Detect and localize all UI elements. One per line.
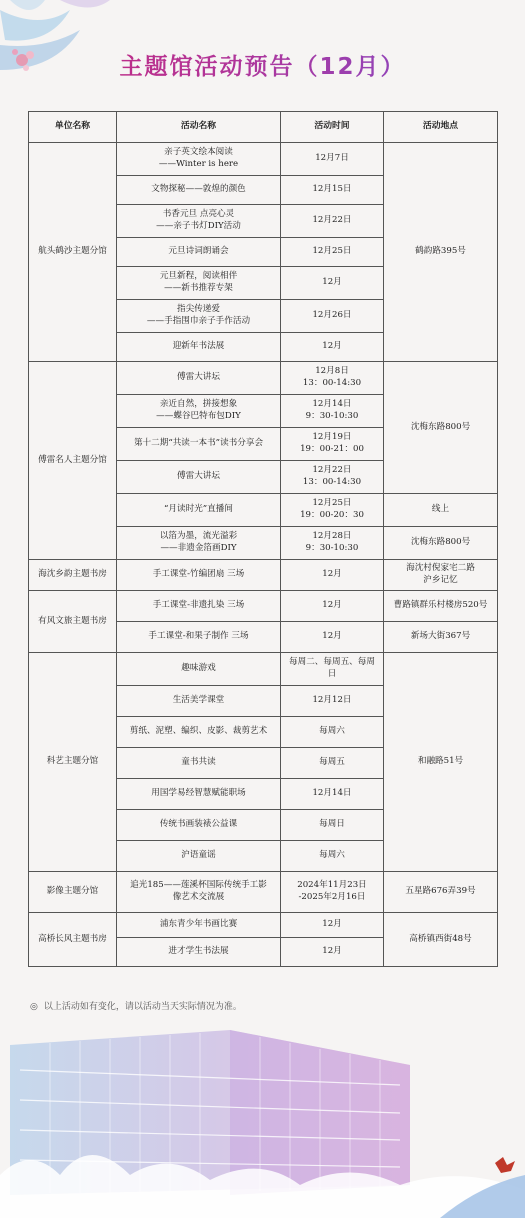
- activity-line: 元旦诗词朗诵会: [168, 246, 229, 257]
- time-cell: [281, 913, 384, 938]
- time-line: 日: [327, 669, 337, 679]
- time-line: 12月: [322, 946, 342, 957]
- time-cell: [281, 560, 384, 591]
- activity-cell: [117, 748, 281, 779]
- activity-cell: [117, 428, 281, 461]
- activity-cell: [117, 238, 281, 267]
- time-line: 12月15日: [312, 184, 352, 195]
- header-time: 活动时间: [281, 112, 384, 143]
- activity-line: ——蝶谷巴特布包DIY: [156, 411, 241, 421]
- activity-line: ——Winter is here: [158, 159, 239, 169]
- time-cell: [281, 395, 384, 428]
- time-line: 12月14日: [312, 788, 352, 799]
- time-line: 9：30-10:30: [305, 543, 359, 553]
- place-cell: 和融路51号: [384, 653, 498, 872]
- time-cell: [281, 428, 384, 461]
- place-cell: 鹤韵路395号: [384, 143, 498, 362]
- activity-cell: [117, 622, 281, 653]
- table-row: [29, 143, 498, 176]
- activity-cell: [117, 300, 281, 333]
- time-cell: [281, 717, 384, 748]
- activity-line: 像艺术交流展: [172, 892, 225, 902]
- time-line: 12月22日: [312, 215, 352, 226]
- activity-line: 趣味游戏: [181, 663, 216, 674]
- time-cell: [281, 591, 384, 622]
- activity-line: 童书共读: [181, 757, 216, 768]
- time-line: 12月22日: [312, 465, 352, 476]
- footnote-text: 以上活动如有变化，请以活动当天实际情况为准。: [43, 1002, 242, 1012]
- time-cell: [281, 527, 384, 560]
- place-cell: 海沈村倪家宅二路 沪乡记忆: [384, 560, 498, 591]
- activity-line: 手工课堂-非遗扎染 三场: [152, 600, 245, 611]
- time-cell: [281, 267, 384, 300]
- place-cell: 沈梅东路800号: [384, 362, 498, 494]
- activity-cell: [117, 205, 281, 238]
- time-line: 12月26日: [312, 310, 352, 321]
- activity-line: 浦东青少年书画比赛: [159, 919, 238, 930]
- time-line: 每周六: [319, 850, 345, 861]
- activity-cell: [117, 461, 281, 494]
- time-cell: [281, 176, 384, 205]
- time-cell: [281, 494, 384, 527]
- activity-cell: [117, 913, 281, 938]
- unit-cell: 科艺主题分馆: [29, 653, 117, 872]
- table-header-row: [29, 112, 498, 143]
- activity-line: 以箔为墨，流光溢彩: [159, 531, 238, 542]
- activity-cell: [117, 176, 281, 205]
- header-activity: 活动名称: [117, 112, 281, 143]
- time-line: 19：00-21：00: [300, 444, 364, 454]
- time-line: 每周二、每周五、每周: [289, 657, 375, 668]
- time-line: 9：30-10:30: [305, 411, 359, 421]
- unit-cell: 航头鹤沙主题分馆: [29, 143, 117, 362]
- library-building-illustration: [0, 1025, 525, 1218]
- table-row: [29, 913, 498, 938]
- unit-cell: 傅雷名人主题分馆: [29, 362, 117, 560]
- activity-line: 进才学生书法展: [168, 946, 229, 957]
- time-line: 每周日: [319, 819, 345, 830]
- time-line: 12月14日: [312, 399, 352, 410]
- page-title: 主题馆活动预告（12月）: [0, 48, 525, 81]
- time-line: 12月: [322, 600, 342, 611]
- place-cell: 高桥镇西街48号: [384, 913, 498, 967]
- activity-cell: [117, 560, 281, 591]
- time-line: -2025年2月16日: [298, 892, 366, 902]
- activity-line: 迎新年书法展: [172, 341, 225, 352]
- time-line: 2024年11月23日: [297, 880, 367, 891]
- activity-line: 傅雷大讲坛: [177, 372, 220, 383]
- place-cell: 五星路676弄39号: [384, 872, 498, 913]
- activity-line: 书香元旦 点亮心灵: [162, 209, 235, 220]
- activity-line: 傅雷大讲坛: [177, 471, 220, 482]
- time-cell: [281, 748, 384, 779]
- activity-schedule-table: [28, 111, 498, 967]
- time-line: 12月: [322, 919, 342, 930]
- place-cell: 沈梅东路800号: [384, 527, 498, 560]
- table-row: [29, 362, 498, 395]
- activity-cell: [117, 494, 281, 527]
- time-cell: [281, 143, 384, 176]
- activity-line: 传统书画装裱公益课: [159, 819, 238, 830]
- activity-line: 追光185——莲溪杯国际传统手工影: [130, 880, 267, 891]
- time-cell: [281, 461, 384, 494]
- time-cell: [281, 653, 384, 686]
- time-line: 每周五: [319, 757, 345, 768]
- activity-cell: [117, 267, 281, 300]
- time-cell: [281, 300, 384, 333]
- activity-cell: [117, 717, 281, 748]
- unit-cell: 影像主题分馆: [29, 872, 117, 913]
- activity-line: ——手指围巾亲子手作活动: [146, 316, 251, 326]
- time-cell: [281, 686, 384, 717]
- activity-cell: [117, 362, 281, 395]
- time-cell: [281, 333, 384, 362]
- place-cell: 曹路镇群乐村楼房520号: [384, 591, 498, 622]
- activity-cell: [117, 872, 281, 913]
- place-cell: 新场大街367号: [384, 622, 498, 653]
- activity-cell: [117, 653, 281, 686]
- place-cell: 线上: [384, 494, 498, 527]
- time-line: 12月28日: [312, 531, 352, 542]
- time-cell: [281, 841, 384, 872]
- activity-cell: [117, 841, 281, 872]
- time-cell: [281, 779, 384, 810]
- activity-line: 用国学易经智慧赋能职场: [151, 788, 246, 799]
- activity-line: ——亲子书灯DIY活动: [156, 221, 241, 231]
- time-cell: [281, 938, 384, 967]
- time-line: 13：00-14:30: [302, 477, 362, 487]
- time-line: 12月8日: [315, 366, 349, 377]
- activity-line: ——新书推荐专架: [164, 283, 233, 293]
- table-row: [29, 591, 498, 622]
- time-line: 12月: [322, 631, 342, 642]
- footnote: [30, 999, 242, 1012]
- time-cell: [281, 810, 384, 841]
- time-cell: [281, 622, 384, 653]
- activity-line: 第十二期“共读一本书”读书分享会: [133, 438, 264, 449]
- activity-line: 文物探秘——敦煌的颜色: [151, 184, 246, 195]
- time-line: 每周六: [319, 726, 345, 737]
- activity-cell: [117, 395, 281, 428]
- activity-line: 剪纸、泥塑、编织、皮影、裁剪艺术: [129, 726, 268, 737]
- time-cell: [281, 872, 384, 913]
- activity-cell: [117, 143, 281, 176]
- activity-line: 指尖传递爱: [177, 304, 220, 315]
- time-line: 12月7日: [315, 153, 349, 164]
- activity-cell: [117, 527, 281, 560]
- butterfly-icon: [495, 1157, 515, 1173]
- activity-cell: [117, 591, 281, 622]
- table-row: [29, 653, 498, 686]
- time-cell: [281, 205, 384, 238]
- activity-line: “月读时光”直播间: [164, 504, 233, 515]
- activity-line: 亲子英文绘本阅读: [164, 147, 233, 158]
- activity-cell: [117, 333, 281, 362]
- activity-line: 元旦新程，阅读相伴: [159, 271, 238, 282]
- time-cell: [281, 238, 384, 267]
- table-row: [29, 560, 498, 591]
- time-line: 12月25日: [312, 498, 352, 509]
- time-line: 12月: [322, 341, 342, 352]
- table-row: [29, 872, 498, 913]
- time-line: 12月19日: [312, 432, 352, 443]
- circle-bullet-icon: ◎: [30, 1002, 38, 1012]
- time-line: 19：00-20：30: [300, 510, 364, 520]
- header-unit: 单位名称: [29, 112, 117, 143]
- activity-line: 沪语童谣: [181, 850, 216, 861]
- time-line: 13：00-14:30: [302, 378, 362, 388]
- activity-cell: [117, 779, 281, 810]
- activity-cell: [117, 686, 281, 717]
- unit-cell: 高桥长风主题书房: [29, 913, 117, 967]
- time-line: 12月25日: [312, 246, 352, 257]
- activity-cell: [117, 938, 281, 967]
- header-place: 活动地点: [384, 112, 498, 143]
- time-line: 12月: [322, 569, 342, 580]
- time-line: 12月: [322, 277, 342, 288]
- activity-line: 生活美学课堂: [172, 695, 225, 706]
- activity-line: 亲近自然，拼接想象: [159, 399, 238, 410]
- unit-cell: 有风文旅主题书房: [29, 591, 117, 653]
- activity-line: ——非遗金箔画DIY: [160, 543, 237, 553]
- time-cell: [281, 362, 384, 395]
- activity-line: 手工课堂-竹编团扇 三场: [152, 569, 245, 580]
- activity-cell: [117, 810, 281, 841]
- unit-cell: 海沈乡韵主题书房: [29, 560, 117, 591]
- activity-line: 手工课堂-和果子制作 三场: [148, 631, 249, 642]
- time-line: 12月12日: [312, 695, 352, 706]
